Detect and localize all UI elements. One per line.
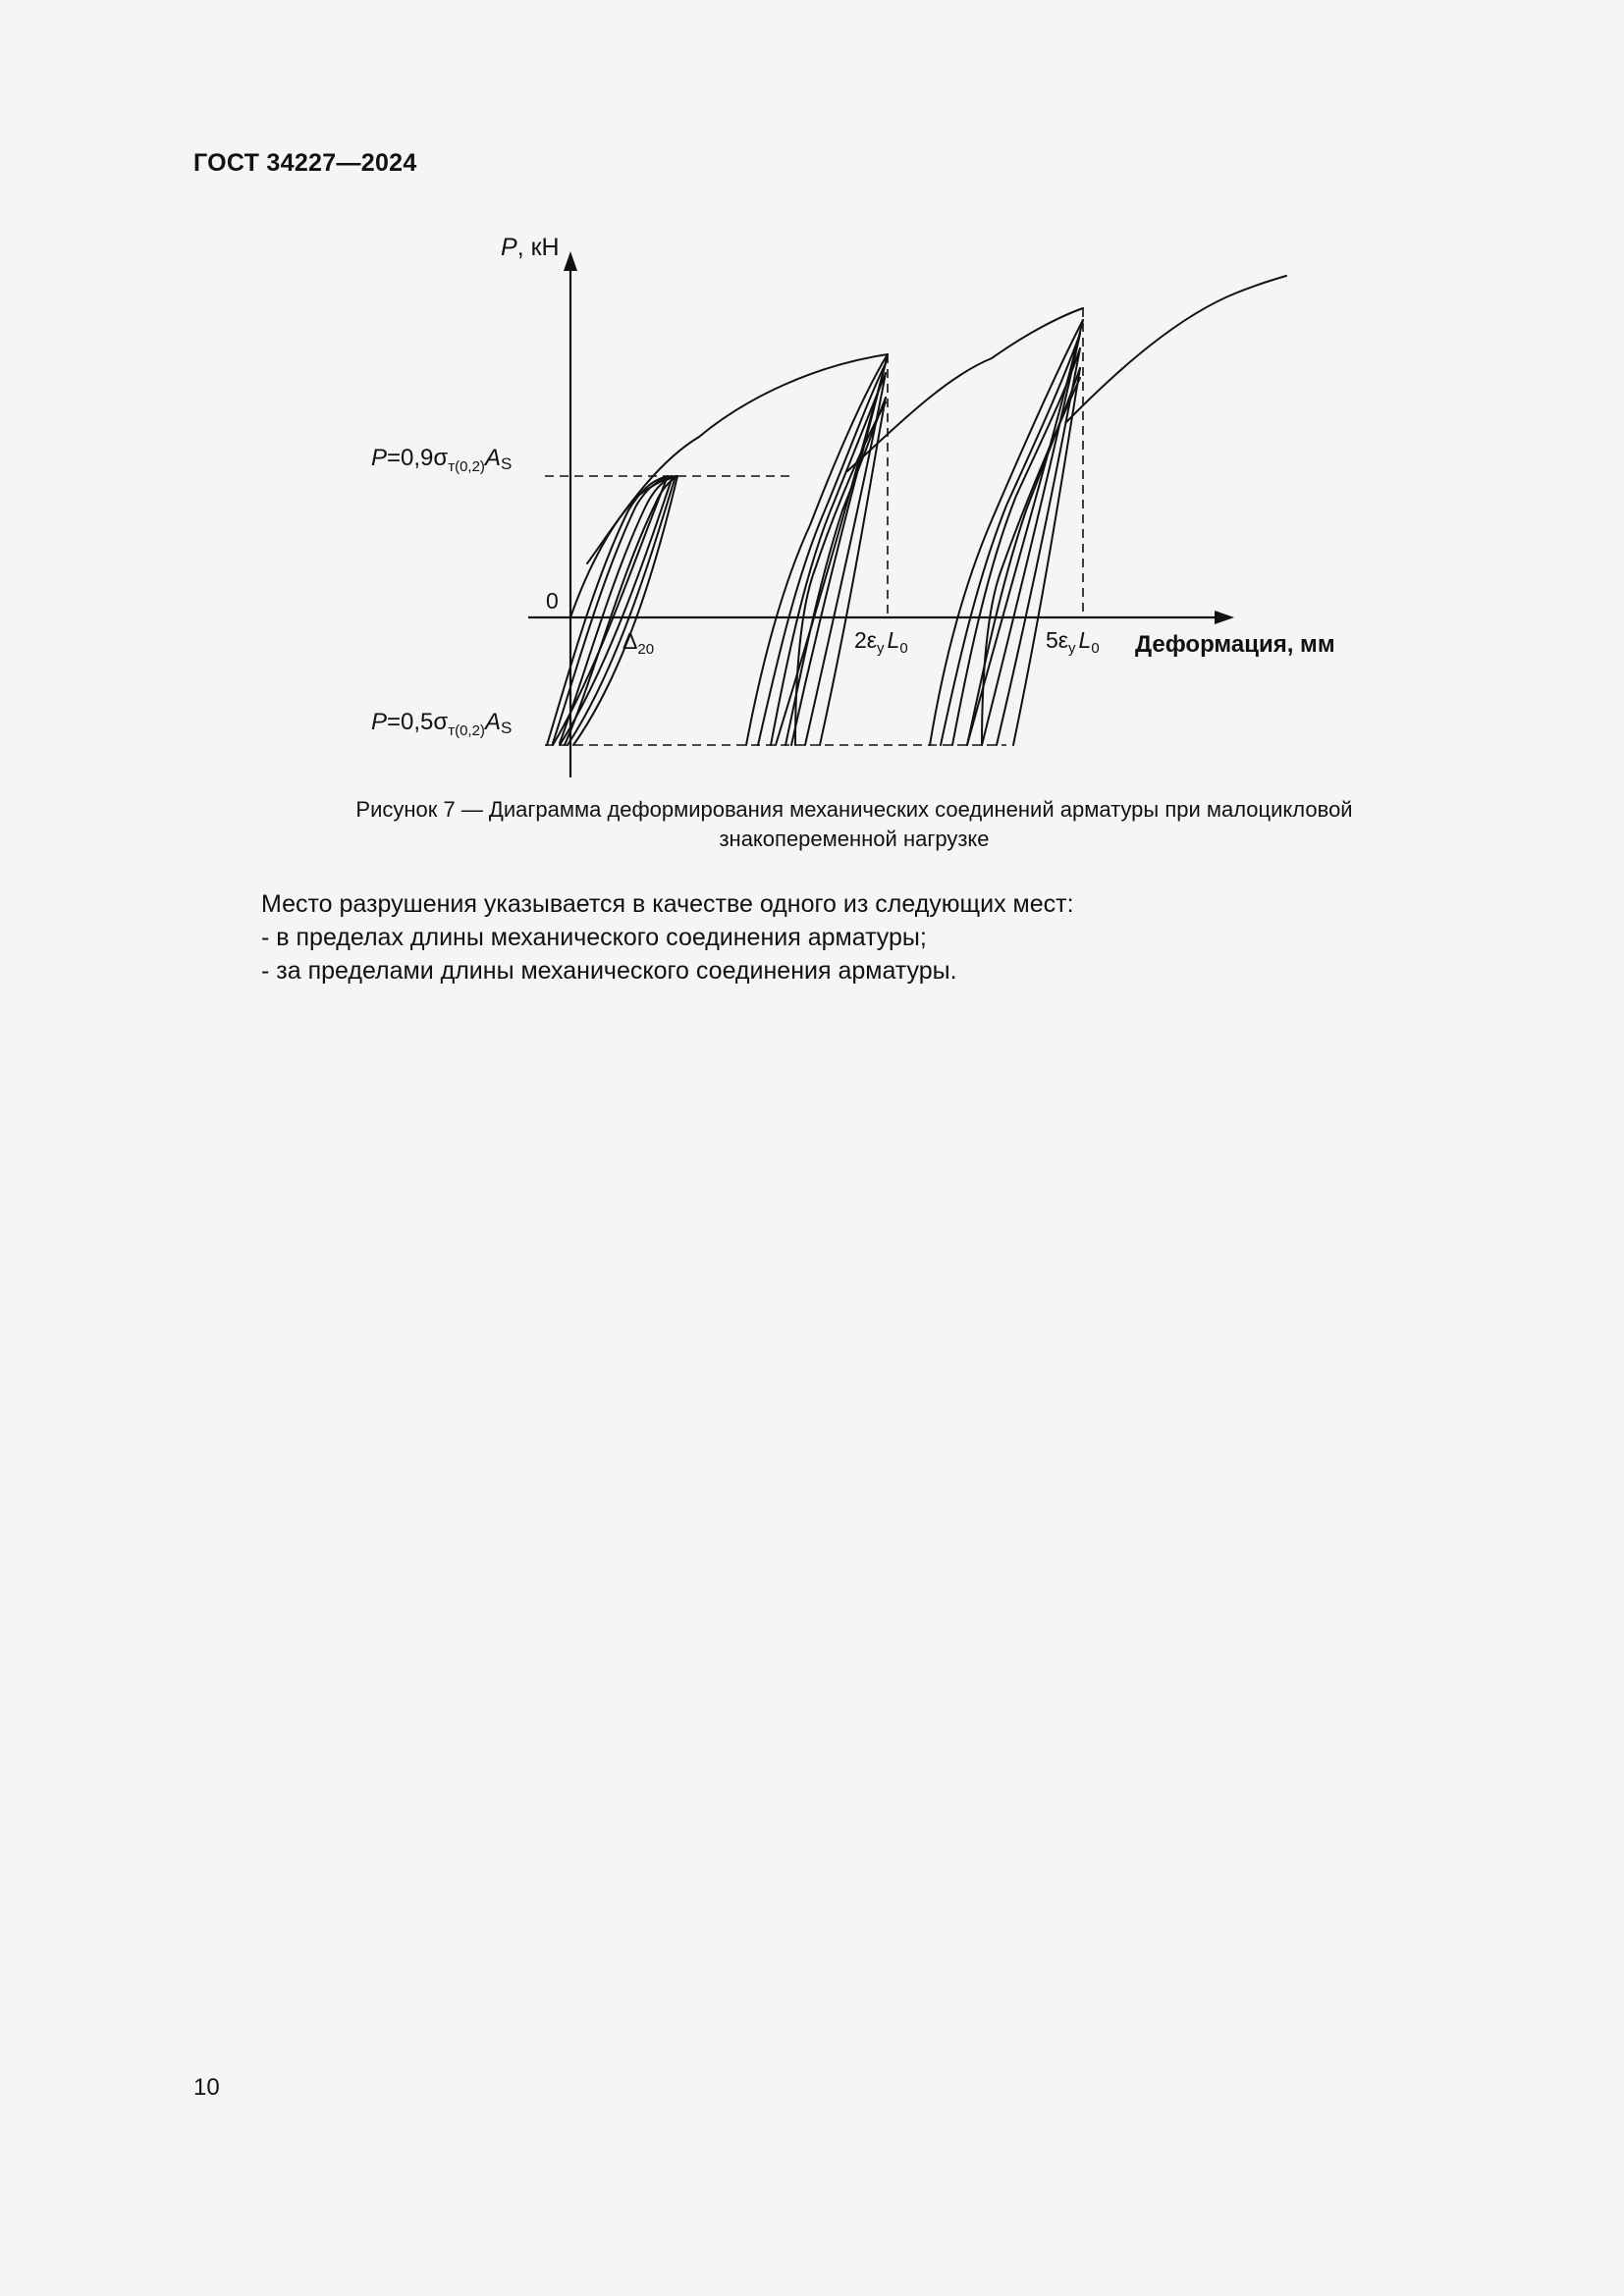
tick-2-label: $2\varepsilon_y$ $L_0$ (854, 627, 908, 657)
hysteresis-loop (1013, 368, 1080, 745)
list-item: - в пределах длины механического соединения арматуры; (261, 924, 927, 951)
list-item: - за пределами длины механического соединения арматуры. (261, 957, 957, 985)
caption-line-1: Рисунок 7 — Диаграмма деформирования механических соединений арматуры при малоцикловой (355, 797, 1353, 822)
delta-20-label: $\Delta_{20}$ (623, 628, 655, 658)
hysteresis-loop (570, 476, 677, 617)
page-number: 10 (193, 2074, 220, 2101)
y-axis-label: P, кН (501, 234, 560, 261)
deformation-diagram (0, 0, 1624, 883)
hysteresis-loop (820, 398, 886, 745)
document-id-header: ГОСТ 34227—2024 (193, 149, 417, 177)
x-axis-label: Деформация, мм (1135, 631, 1335, 658)
origin-label: 0 (546, 588, 559, 614)
lower-level-label: $P=0,5\sigma_{т(0,2)}AS$ (371, 709, 513, 739)
y-axis-arrow (564, 251, 577, 271)
x-axis-arrow (1215, 611, 1234, 624)
tick-5-label: $5\varepsilon_y$ $L_0$ (1046, 627, 1100, 657)
caption-line-2: знакопеременной нагрузке (719, 827, 990, 851)
hysteresis-loop (982, 334, 1080, 745)
hysteresis-loop (776, 363, 886, 745)
figure-caption (255, 795, 1453, 854)
body-text (261, 887, 1459, 988)
hysteresis-loop (967, 368, 1080, 745)
hysteresis-loop (791, 354, 888, 745)
envelope-curve (1066, 276, 1286, 422)
upper-level-label: $P=0,9\sigma_{т(0,2)}AS$ (371, 445, 513, 475)
body-paragraph: Место разрушения указывается в качестве одного из следующих мест: (261, 890, 1074, 918)
